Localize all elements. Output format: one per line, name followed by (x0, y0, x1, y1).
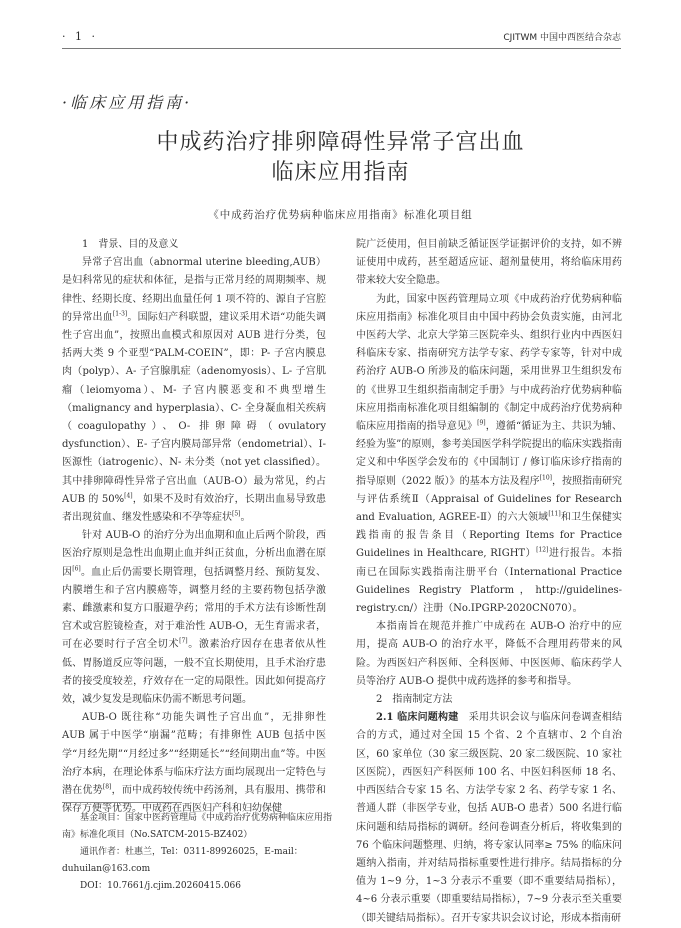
running-header (62, 30, 621, 46)
section-heading-methods: 2 指南制定方法 (376, 694, 453, 706)
header-divider (62, 48, 621, 49)
journal-name: CJITWM 中国中西医结合杂志 (503, 33, 621, 43)
paragraph: 异常子宫出血（abnormal uterine bleeding,AUB）是妇科常见的症状和体征，是指与正常月经的周期频率、规律性、经期长度、经期出血量任何 1 项不符的、源自子宫腔的异常出血[1-3]。国际妇产科联盟，建议采用术语“功能失调性子宫出血”，按照出血模式和原因对 AUB 进行分类，包括两大类 9 个亚型“PALM-COEIN”，即：P- 子宫内膜息肉（polyp）、A- 子宫腺肌症（adenomyosis）、L- 子宫肌瘤（leiomyoma）、M- 子宫内膜恶变和不典型增生（malignancy and hyperplasia）、C- 全身凝血相关疾病（coagulopathy）、O- 排卵障碍（ovulatory dysfunction）、E- 子宫内膜局部异常（endometrial）、I- 医源性（iatrogenic）、N- 未分类（not yet classified）。其中排卵障碍性异常子宫出血（AUB-O）最为常见，约占 AUB 的 50%[4]，如果不及时有效治疗，长期出血易导致患者出现贫血、继发性感染和不孕等症状[5]。 (62, 257, 326, 524)
page-number: · 1 · (62, 30, 98, 43)
reference-marker: [8] (102, 783, 112, 791)
reference-marker: [4] (124, 492, 133, 500)
left-column (62, 236, 326, 819)
paragraph: 针对 AUB-O 的治疗分为出血期和血止后两个阶段，西医治疗原则是急性出血期止血并纠正贫血，分析出血潜在原因[6]。血止后仍需要长期管理，包括调整月经、预防复发、内膜增生和子宫内膜癌等，调整月经的主要药物包括孕激素、雌激素和复方口服避孕药；常用的手术方法有诊断性刮宫术或宫腔镜检查，对于难治性 AUB-O，无生育需求者，可在必要时行子宫全切术[7]。激素治疗因存在患者依从性低、胃肠道反应等问题，一般不宜长期使用，且手术治疗患者的接受度较差，疗效存在一定的局限性。因此如何提高疗效，减少复发是现临床仍需不断思考问题。 (62, 530, 327, 706)
paragraph: 2.1 临床问题构建 采用共识会议与临床问卷调查相结合的方式，通过对全国 15 个省、2 个直辖市、2 个自治区，60 家单位（30 家三级医院、20 家二级医院、10 家社区医院），西医妇产科医师 100 名、中医妇科医师 18 名、中西医结合专家 15 名、方法学专家 2 名、药学专家 1 名、普通人群（非医学专业，包括 AUB-O 患者）500 名进行临床问题和结局指标的调研。经问卷调查分析后，将收集到的 76 个临床问题整理、归纳，将专家认同率≥ 75% 的临床问题纳入指南，并对结局指标重要性进行排序。结局指标的分值为 1~9 分，1~3 分表示不重要（即不重要结局指标），4~6 分表示重要（即重要结局指标），7~9 分表示至关重要（即关键结局指标）。召开专家共识会议讨论，形成本指南研 (356, 712, 622, 924)
paragraph: 本指南旨在规范并推广中成药在 AUB-O 治疗中的应用，提高 AUB-O 的治疗水平，降低不合理用药带来的风险。为西医妇产科医师、全科医师、中医医师、临床药学人员等治疗 AUB-O 提供中成药选择的参考和指导。 (356, 621, 622, 687)
reference-marker: [11] (548, 510, 561, 518)
reference-marker: [9] (477, 419, 486, 427)
right-column (356, 236, 622, 928)
reference-marker: [1-3] (112, 310, 128, 318)
reference-marker: [7] (179, 638, 188, 646)
article-title (0, 128, 681, 188)
footnote-divider (62, 802, 182, 803)
reference-marker: [10] (539, 474, 552, 482)
funding-note: 基金项目：国家中医药管理局《中成药治疗优势病种临床应用指南》标准化项目（No.SATCM-2015-BZ402） (62, 813, 333, 840)
paragraph: 为此，国家中医药管理局立项《中成药治疗优势病种临床应用指南》标准化项目由中国中药协会负责实施，由河北中医药大学、北京大学第三医院牵头、组织行业内中西医妇科临床专家、指南研究方法学专家、药学专家等，针对中成药治疗 AUB-O 所涉及的临床问题，采用世界卫生组织发布的《世界卫生组织指南制定手册》与中成药治疗优势病种临床应用指南标准化项目组编制的《制定中成药治疗优势病种临床应用指南的指导意见》[9]，遵循“循证为主、共识为辅、经验为鉴”的原则，参考美国医学科学院提出的临床实践指南定义和中华医学会发布的《中国制订 / 修订临床诊疗指南的指导原则（2022 版）》的基本方法及程序[10]，按照指南研究与评估系统Ⅱ（Appraisal of Guidelines for Research and Evaluation, AGREE-Ⅱ）的六大领域[11]和卫生保健实践指南的报告条目（Reporting Items for Practice Guidelines in Healthcare, RIGHT）[12]进行报告。本指南已在国际实践指南注册平台（International Practice Guidelines Registry Platform，http://guidelines-registry.cn/）注册（No.IPGRP-2020CN070）。 (356, 293, 623, 615)
paragraph: AUB-O 既往称“功能失调性子宫出血”，无排卵性 AUB 属于中医学“崩漏”范畴；有排卵性 AUB 包括中医学“月经先期”“月经过多”“经期延长”“经间期出血”等。中医治疗本病，在理论体系与临床疗法方面均展现出一定特色与潜在优势[8]，而中成药较传统中药汤剂，具有服用、携带和保存方便等优势。中成药在西医妇产科和妇幼保健 (62, 712, 327, 815)
paragraph: 院广泛使用，但目前缺乏循证医学证据评价的支持，如不辨证使用中成药，甚至超适应证、超剂量使用，将给临床用药带来较大安全隐患。 (356, 239, 622, 287)
section-heading-background: 1 背景、目的及意义 (82, 239, 179, 250)
reference-marker: [5] (232, 510, 241, 518)
footnote (62, 810, 338, 895)
corresponding-author-note: 通讯作者：杜惠兰，Tel：0311-89926025，E-mail：duhuilan@163.com (62, 847, 303, 874)
reference-marker: [12] (536, 547, 549, 555)
doi-note: DOI：10.7661/j.cjim.20260415.066 (80, 881, 242, 891)
section-label: ·临床应用指南· (62, 93, 193, 112)
subsection-heading: 2.1 临床问题构建 (376, 712, 459, 724)
title-line-2: 临床应用指南 (271, 160, 410, 185)
reference-marker: [6] (72, 565, 81, 573)
author-group: 《中成药治疗优势病种临床应用指南》标准化项目组 (208, 209, 473, 221)
title-line-1: 中成药治疗排卵障碍性异常子宫出血 (156, 130, 525, 155)
